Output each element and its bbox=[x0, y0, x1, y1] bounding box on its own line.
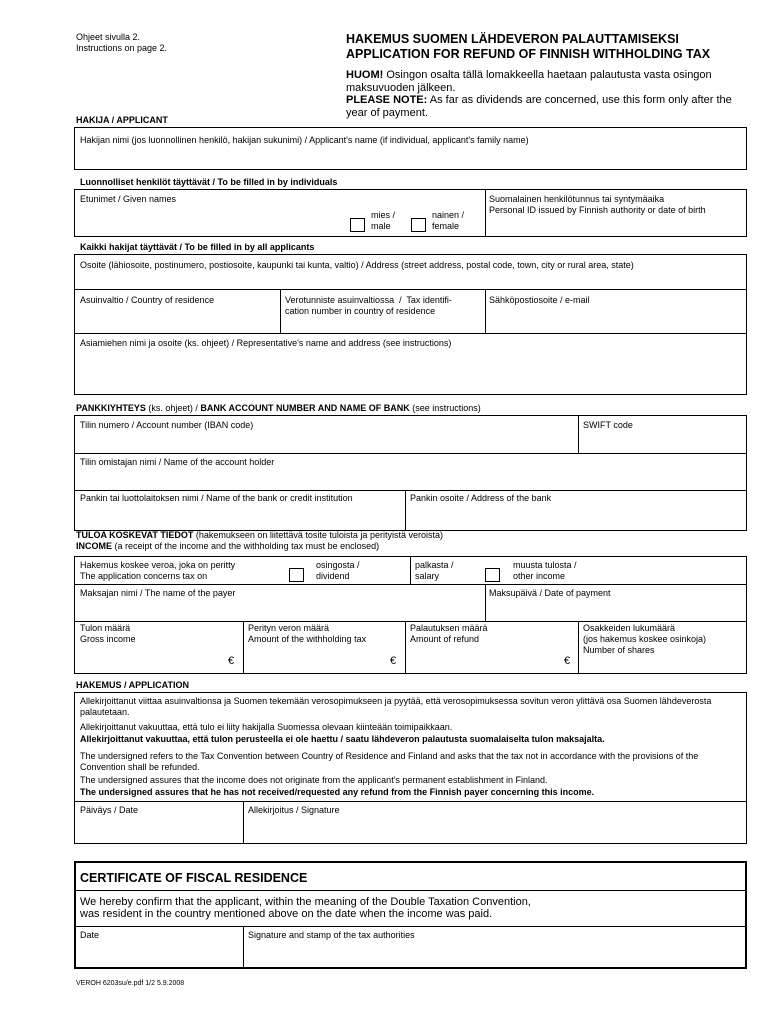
all-applicants-heading: Kaikki hakijat täyttävät / To be filled in by all applicants bbox=[80, 242, 315, 252]
refund-amount-euro-sign: € bbox=[564, 655, 571, 667]
certificate-text: We hereby confirm that the applicant, within the meaning of the Double Taxation Convention, was resident in the country mentioned above on the date when the income was paid. bbox=[80, 896, 531, 920]
title-en: APPLICATION FOR REFUND OF FINNISH WITHHOLDING TAX bbox=[346, 47, 711, 61]
dividend-checkbox[interactable] bbox=[289, 568, 304, 582]
application-text-fi-2: Allekirjoittanut vakuuttaa, että tulo ei liity hakijalla Suomessa olevaan kiinteään toimipaikkaan. bbox=[80, 722, 453, 732]
title-fi: HAKEMUS SUOMEN LÄHDEVERON PALAUTTAMISEKSI bbox=[346, 32, 679, 46]
other-income-checkbox[interactable] bbox=[485, 568, 500, 582]
payment-date-label: Maksupäivä / Date of payment bbox=[489, 588, 611, 598]
salary-label: palkasta / salary bbox=[415, 560, 454, 581]
please-note-notice: PLEASE NOTE: As far as dividends are concerned, use this form only after the year of payment. bbox=[346, 94, 732, 119]
address-field[interactable] bbox=[76, 272, 744, 289]
tin-field[interactable] bbox=[282, 318, 484, 332]
personal-id-label: Suomalainen henkilötunnus tai syntymäaika Personal ID issued by Finnish authority or date of birth bbox=[489, 194, 706, 215]
certificate-title: CERTIFICATE OF FISCAL RESIDENCE bbox=[80, 871, 308, 885]
country-label: Asuinvaltio / Country of residence bbox=[80, 295, 215, 305]
gross-income-label: Tulon määrä Gross income bbox=[80, 623, 136, 644]
applicant-name-label: Hakijan nimi (jos luonnollinen henkilö, hakijan sukunimi) / Applicant's name (if individual, applicant's family name) bbox=[80, 135, 529, 145]
application-text-en-2: The undersigned assures that the income does not originate from the applicant's permanent establishment in Finland. bbox=[80, 775, 548, 785]
account-number-field[interactable] bbox=[76, 432, 576, 452]
withholding-tax-label: Perityn veron määrä Amount of the withholding tax bbox=[248, 623, 367, 644]
certificate-date-label: Date bbox=[80, 930, 100, 940]
representative-field[interactable] bbox=[76, 350, 744, 393]
gross-income-euro-sign: € bbox=[228, 655, 235, 667]
instructions-en: Instructions on page 2. bbox=[76, 43, 168, 53]
given-names-label: Etunimet / Given names bbox=[80, 194, 177, 204]
account-holder-label: Tilin omistajan nimi / Name of the account holder bbox=[80, 457, 275, 467]
application-signature-label: Allekirjoitus / Signature bbox=[248, 805, 340, 815]
withholding-tax-euro-sign: € bbox=[390, 655, 397, 667]
application-heading: HAKEMUS / APPLICATION bbox=[76, 680, 190, 690]
tin-label: Verotunniste asuinvaltiossa / Tax identifi- cation number in country of residence bbox=[285, 295, 452, 316]
email-label: Sähköpostiosoite / e-mail bbox=[489, 295, 590, 305]
payer-name-field[interactable] bbox=[76, 600, 483, 620]
certificate-signature-label: Signature and stamp of the tax authorities bbox=[248, 930, 415, 940]
application-signature-field[interactable] bbox=[245, 817, 745, 842]
payer-name-label: Maksajan nimi / The name of the payer bbox=[80, 588, 236, 598]
address-label: Osoite (lähiosoite, postinumero, postiosoite, kaupunki tai kunta, valtio) / Address (street address, postal code, town, city or rural area, state) bbox=[80, 260, 634, 270]
other-income-label: muusta tulosta / other income bbox=[513, 560, 577, 581]
number-of-shares-label: Osakkeiden lukumäärä (jos hakemus koskee osinkoja) Number of shares bbox=[583, 623, 707, 655]
application-date-label: Päiväys / Date bbox=[80, 805, 139, 815]
income-heading-en: INCOME (a receipt of the income and the withholding tax must be enclosed) bbox=[76, 541, 380, 551]
huom-notice: HUOM! Osingon osalta tällä lomakkeella haetaan palautusta vasta osingon maksuvuoden jälkeen. bbox=[346, 69, 712, 94]
withholding-tax-field[interactable] bbox=[245, 647, 388, 672]
bank-address-field[interactable] bbox=[407, 505, 745, 529]
swift-label: SWIFT code bbox=[583, 420, 633, 430]
swift-field[interactable] bbox=[580, 432, 745, 452]
personal-id-field[interactable] bbox=[489, 216, 744, 235]
form-code-footer: VEROH 6203su/e.pdf 1/2 5.9.2008 bbox=[76, 980, 185, 987]
account-number-label: Tilin numero / Account number (IBAN code) bbox=[80, 420, 254, 430]
certificate-date-field[interactable] bbox=[76, 942, 241, 966]
bank-address-label: Pankin osoite / Address of the bank bbox=[410, 493, 552, 503]
application-text-en-1: The undersigned refers to the Tax Convention between Country of Residence and Finland and asks that the tax not in accordance with the provisions of the Convention shall be refunded. bbox=[80, 751, 699, 772]
application-text-fi-1: Allekirjoittanut viittaa asuinvaltionsa ja Suomen tekemään verosopimukseen ja pyytää, että verosopimuksessa sovitun veron ylittävä osa Suomen lähdeverosta palautetaan. bbox=[80, 696, 712, 717]
email-field[interactable] bbox=[487, 307, 745, 332]
application-date-field[interactable] bbox=[76, 817, 241, 842]
applicant-heading: HAKIJA / APPLICANT bbox=[76, 115, 168, 125]
female-label: nainen / female bbox=[432, 210, 465, 231]
representative-label: Asiamiehen nimi ja osoite (ks. ohjeet) / Representative's name and address (see instructions) bbox=[80, 338, 452, 348]
male-label: mies / male bbox=[371, 210, 396, 231]
bank-name-label: Pankin tai luottolaitoksen nimi / Name of the bank or credit institution bbox=[80, 493, 353, 503]
refund-amount-field[interactable] bbox=[407, 647, 562, 672]
dividend-label: osingosta / dividend bbox=[316, 560, 360, 581]
instructions-fi: Ohjeet sivulla 2. bbox=[76, 32, 141, 42]
certificate-signature-field[interactable] bbox=[245, 942, 743, 966]
female-checkbox[interactable] bbox=[411, 218, 426, 232]
gross-income-field[interactable] bbox=[76, 647, 226, 672]
refund-amount-label: Palautuksen määrä Amount of refund bbox=[410, 623, 488, 644]
number-of-shares-field[interactable] bbox=[580, 656, 745, 672]
payment-date-field[interactable] bbox=[487, 600, 745, 620]
applicant-name-field[interactable] bbox=[74, 127, 747, 170]
tax-concerns-label: Hakemus koskee veroa, joka on peritty The application concerns tax on bbox=[80, 560, 236, 581]
application-text-fi-3: Allekirjoittanut vakuuttaa, että tulon perusteella ei ole haettu / saatu lähdeveron palautusta suomalaiselta tulon maksajalta. bbox=[80, 734, 605, 744]
income-heading-fi: TULOA KOSKEVAT TIEDOT (hakemukseen on liitettävä tosite tuloista ja perityistä veroista) bbox=[76, 530, 443, 540]
given-names-field[interactable] bbox=[80, 205, 340, 235]
male-checkbox[interactable] bbox=[350, 218, 365, 232]
bank-heading: PANKKIYHTEYS (ks. ohjeet) / BANK ACCOUNT NUMBER AND NAME OF BANK (see instructions) bbox=[76, 403, 481, 413]
country-field[interactable] bbox=[76, 307, 278, 332]
account-holder-field[interactable] bbox=[76, 469, 744, 489]
individuals-heading: Luonnolliset henkilöt täyttävät / To be filled in by individuals bbox=[80, 177, 338, 187]
application-text-en-3: The undersigned assures that he has not received/requested any refund from the Finnish payer concerning this income. bbox=[80, 787, 595, 797]
bank-name-field[interactable] bbox=[76, 505, 403, 529]
